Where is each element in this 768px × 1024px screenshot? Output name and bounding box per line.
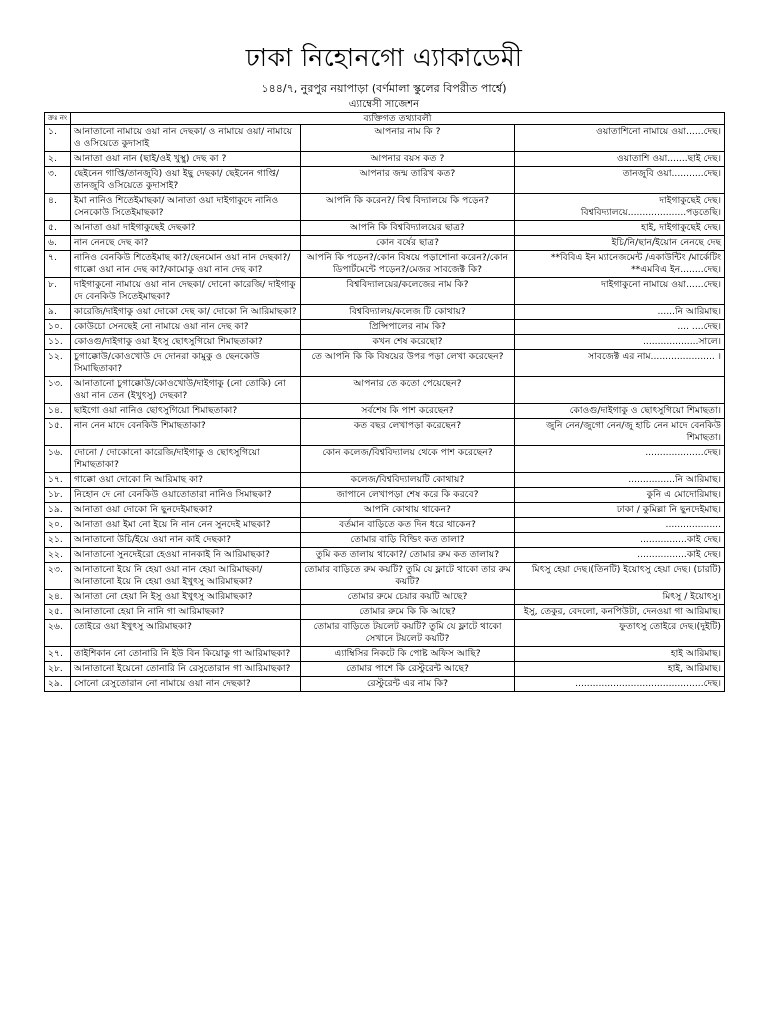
bangla-question-cell: কত বছর লেখাপড়া করেছেন? [301, 419, 515, 446]
serial-number-cell: ২৩. [45, 563, 71, 590]
table-row [45, 251, 725, 278]
bangla-question-cell: তোমার বাড়ি বিল্ডিং কত তালা? [301, 533, 515, 548]
personal-info-table [44, 112, 725, 692]
answer-cell: জুনি নেন/জুগো নেন/জু হাচি নেন মাদে বেনকিউ শিমাছতা। [515, 419, 725, 446]
answer-cell: ফুতাৎসু তোইরে দেছ।(দুইটি) [515, 620, 725, 647]
table-row [45, 548, 725, 563]
japanese-question-cell: নান নেন মাদে বেনকিউ শিমাছতাকা? [71, 419, 301, 446]
japanese-question-cell: আনাতানো চুগাক্কোউ/কোওখোউ/দাইগাকু (নো তোকি) নো ওয়া নান তেন (ইখুৎসু) দেছকা? [71, 377, 301, 404]
serial-number-cell: ১৬. [45, 446, 71, 473]
serial-number-cell: ২২. [45, 548, 71, 563]
bangla-question-cell: বিশ্ববিদ্যালয়/কলেজ টি কোথায়? [301, 305, 515, 320]
answer-cell: ...................সালে। [515, 335, 725, 350]
bangla-question-cell: আপনি কি পড়েন?/কোন বিষয়ে পড়াশোনা করেন?/কোন ডিপার্টমেন্টে পড়েন?/মেজর সাবজেক্ট কি? [301, 251, 515, 278]
bangla-question-cell: বর্তমান বাড়িতে কত দিন ধরে থাকেন? [301, 518, 515, 533]
japanese-question-cell: নিহোন দে নো বেনকিউ ওয়াতোতারা নানিও সিমাছকা? [71, 488, 301, 503]
bangla-question-cell: আপনার নাম কি ? [301, 125, 515, 152]
answer-cell: হাই, দাইগাকুছেই দেছ। [515, 221, 725, 236]
japanese-question-cell: দোনো / দোকোনো কারেজি/দাইগাকু ও ছোৎসুগিয়ো শিমাছতাকা? [71, 446, 301, 473]
bangla-question-cell: আপনার তে কতো পেয়েছেন? [301, 377, 515, 404]
serial-number-cell: ১৩. [45, 377, 71, 404]
japanese-question-cell: আনাতা ওয়া ইমা নো ইয়ে নি নান নেন সুনদেই মাছকা? [71, 518, 301, 533]
answer-cell: কোওগু/দাইগাকু ও ছোৎসুগিয়ো শিমাছতা। [515, 404, 725, 419]
serial-number-cell: ১৪. [45, 404, 71, 419]
answer-cell: .... ....দেছ। [515, 320, 725, 335]
table-row [45, 419, 725, 446]
japanese-question-cell: তোইরে ওয়া ইখুৎসু আরিমাছকা? [71, 620, 301, 647]
bangla-question-cell: তোমার বাড়িতে টয়লেট কয়টি? তুমি যে ফ্লাটে থাকো সেখানে টয়লেট কয়টি? [301, 620, 515, 647]
japanese-question-cell: গাক্কো ওয়া দোকো নি আরিমাছ কা? [71, 473, 301, 488]
japanese-question-cell: আনাতানো উচি/ইয়ে ওয়া নান কাই দেছকা? [71, 533, 301, 548]
serial-number-cell: ২০. [45, 518, 71, 533]
serial-number-cell: ২৪. [45, 590, 71, 605]
answer-cell: **বিবিএ ইন ম্যানেজমেন্ট /একাউন্টিং /মার্কেটিং **এমবিএ ইন........দেছ। [515, 251, 725, 278]
table-body [45, 125, 725, 692]
answer-cell: ইচি/নি/ছান/ইয়োন নেনছে দেছ [515, 236, 725, 251]
serial-number-cell: ২. [45, 152, 71, 167]
table-row [45, 194, 725, 221]
serial-number-cell: ২৬. [45, 620, 71, 647]
japanese-question-cell: আনাতা ওয়া নান (ছাই/ওই খুস্থু) দেছ কা ? [71, 152, 301, 167]
japanese-question-cell: কারেজি/দাইগাকু ওয়া দোকো দেছ কা/ দোকো নি আরিমাছকা? [71, 305, 301, 320]
table-row [45, 335, 725, 350]
personal-info-header: ব্যক্তিগত তথ্যাবলী [71, 113, 725, 125]
japanese-question-cell: নান নেনছে দেছ কা? [71, 236, 301, 251]
bangla-question-cell: কোন কলেজ/বিশ্ববিদ্যালয় থেকে পাশ করেছেন? [301, 446, 515, 473]
answer-cell [515, 377, 725, 404]
answer-cell: ................... [515, 518, 725, 533]
japanese-question-cell: ছাইগো ওয়া নানিও ছোৎসুগিয়ো শিমাছতাকা? [71, 404, 301, 419]
bangla-question-cell: কলেজ/বিশ্ববিদ্যালয়টি কোথায়? [301, 473, 515, 488]
answer-cell: কুনি এ মোদোরিমাছ। [515, 488, 725, 503]
serial-number-cell: ২১. [45, 533, 71, 548]
answer-cell: ................নি আরিমাছ। [515, 473, 725, 488]
bangla-question-cell: সর্বশেষ কি পাশ করেছেন? [301, 404, 515, 419]
answer-cell: ওয়াতাশিনো নামায়ে ওয়া......দেছ। [515, 125, 725, 152]
answer-cell: ঢাকা / কুমিল্লা নি ছুনদেইমাছ। [515, 503, 725, 518]
answer-cell: ....................দেছ। [515, 446, 725, 473]
serial-number-cell: ৬. [45, 236, 71, 251]
japanese-question-cell: আনাতা ওয়া দোকো নি ছুনদেইমাছকা? [71, 503, 301, 518]
table-row [45, 590, 725, 605]
table-row [45, 503, 725, 518]
japanese-question-cell: আনাতা ওয়া দাইগাকুছেই দেছকা? [71, 221, 301, 236]
serial-number-cell: ২৭. [45, 647, 71, 662]
bangla-question-cell: আপনি কি করেন?/ বিশ্ব বিদ্যালয়ে কি পড়েন? [301, 194, 515, 221]
answer-cell: ......নি আরিমাছ। [515, 305, 725, 320]
serial-number-cell: ৩. [45, 167, 71, 194]
answer-cell: সাবজেক্ট এর নাম...................... । [515, 350, 725, 377]
table-row [45, 278, 725, 305]
serial-number-cell: ১৮. [45, 488, 71, 503]
table-row [45, 518, 725, 533]
table-row [45, 125, 725, 152]
page-title: ঢাকা নিহোনগো এ্যাকাডেমী [245, 43, 523, 72]
japanese-question-cell: আনাতানো নামায়ে ওয়া নান দেছকা/ ও নামায়ে ওয়া/ নামায়ে ও ওসিয়েতে কুদাসাই [71, 125, 301, 152]
bangla-question-cell: আপনি কি বিশ্ববিদ্যালয়ের ছাত্র? [301, 221, 515, 236]
japanese-question-cell: কোওগু/দাইগাকু ওয়া ইৎসু ছোৎসুগিয়ো শিমাছতাকা? [71, 335, 301, 350]
bangla-question-cell: তোমার রুমে চেয়ার কয়টি আছে? [301, 590, 515, 605]
table-row [45, 563, 725, 590]
address-line: ১৪৪/৭, নুরপুর নয়াপাড়া (বর্ণমালা স্কুলের বিপরীত পার্শ্বে) [261, 82, 507, 95]
japanese-question-cell: চুগাক্কোউ/কোওখোউ দে দোনরা কামুকু ও ছেনকোউ সিমাছিতাকা? [71, 350, 301, 377]
bangla-question-cell: বিশ্ববিদ্যালয়ের/কলেজের নাম কি? [301, 278, 515, 305]
bangla-question-cell: জাপানে লেখাপড়া শেষ করে কি করবে? [301, 488, 515, 503]
japanese-question-cell: আনাতা নো হেয়া নি ইসু ওয়া ইখুৎসু আরিমাছকা? [71, 590, 301, 605]
answer-cell: দাইগাকুছেই দেছ। বিশ্ববিদ্যালয়ে....................পড়তেছি। [515, 194, 725, 221]
table-header-row [45, 113, 725, 125]
japanese-question-cell: আনাতানো সুনদেইরো হেওয়া নানকাই নি আরিমাছকা? [71, 548, 301, 563]
table-row [45, 605, 725, 620]
table-row [45, 167, 725, 194]
answer-cell: তানজুবি ওয়া...........দেছ। [515, 167, 725, 194]
table-row [45, 647, 725, 662]
serial-number-cell: ১০. [45, 320, 71, 335]
table-row [45, 350, 725, 377]
serial-number-cell: ৪. [45, 194, 71, 221]
japanese-question-cell: আনাতানো হেয়া নি নানি গা আরিমাছকা? [71, 605, 301, 620]
japanese-question-cell: নানিও বেনকিউ শিতেইমাছ কা?/ছেনমোন ওয়া নান দেছকা?/গাক্কো ওয়া নান দেছ কা?/কামোকু ওয়া নান দেছ কা? [71, 251, 301, 278]
serial-number-cell: ৯. [45, 305, 71, 320]
bangla-question-cell: কখন শেষ করেছো? [301, 335, 515, 350]
table-row [45, 533, 725, 548]
bangla-question-cell: কোন বর্ষের ছাত্র? [301, 236, 515, 251]
bangla-question-cell: আপনি কোথায় থাকেন? [301, 503, 515, 518]
table-row [45, 152, 725, 167]
serial-number-cell: ১৯. [45, 503, 71, 518]
serial-number-cell: ৮. [45, 278, 71, 305]
serial-number-cell: ১. [45, 125, 71, 152]
japanese-question-cell: তাইশিকান নো তোনারি নি ইউ বিন কিয়োকু গা আরিমাছকা? [71, 647, 301, 662]
serial-number-cell: ১৭. [45, 473, 71, 488]
answer-cell: .................কাই দেছ। [515, 548, 725, 563]
japanese-question-cell: সোনো রেসুতোরান নো নামায়ে ওয়া নান দেছকা? [71, 677, 301, 692]
japanese-question-cell: ছেইনেন গাপ্তি/তানজুবি) ওয়া ইছু দেছকা/ ছেইনেন গাপ্তি/তানজুবি ওসিয়েতে কুদাসাই? [71, 167, 301, 194]
table-row [45, 677, 725, 692]
bangla-question-cell: তুমি কত তালায় থাকো?/ তোমার রুম কত তালায়? [301, 548, 515, 563]
answer-cell: ইসু, তেকুর, বেদলো, কনপিউটা, দেনওয়া গা আরিমাছ। [515, 605, 725, 620]
table-row [45, 662, 725, 677]
table-row [45, 404, 725, 419]
answer-cell: হাই, আরিমাছ। [515, 662, 725, 677]
bangla-question-cell: তে আপনি কি কি বিষয়ের উপর পড়া লেখা করেছেন? [301, 350, 515, 377]
page-subtitle: এ্যাম্বেসী সাজেশন [348, 99, 420, 110]
serial-number-cell: ২৮. [45, 662, 71, 677]
bangla-question-cell: প্রিন্সিপালের নাম কি? [301, 320, 515, 335]
bangla-question-cell: তোমার বাড়িতে রুম কয়টি? তুমি যে ফ্লাটে থাকো তার রুম কয়টি? [301, 563, 515, 590]
bangla-question-cell: তোমার রুমে কি কি আছে? [301, 605, 515, 620]
table-row [45, 620, 725, 647]
answer-cell: ............................................দেছ। [515, 677, 725, 692]
answer-cell: দাইগাকুনো নামায়ে ওয়া......দেছ। [515, 278, 725, 305]
serial-number-cell: ১২. [45, 350, 71, 377]
serial-number-cell: ২৯. [45, 677, 71, 692]
table-row [45, 377, 725, 404]
table-row [45, 320, 725, 335]
table-row [45, 236, 725, 251]
bangla-question-cell: রেস্টুরেন্ট এর নাম কি? [301, 677, 515, 692]
table-row [45, 473, 725, 488]
serial-number-cell: ৭. [45, 251, 71, 278]
answer-cell: ................কাই দেছ। [515, 533, 725, 548]
answer-cell: হাই আরিমাছ। [515, 647, 725, 662]
answer-cell: মিৎসু হেয়া দেছ।(তিনটি) ইয়োৎসু হেয়া দেছ। (চারটি) [515, 563, 725, 590]
table-row [45, 305, 725, 320]
answer-cell: ওয়াতাশি ওয়া.......ছাই দেছ। [515, 152, 725, 167]
japanese-question-cell: আনাতানো ইয়েনো তোনারি নি রেসুতোরান গা আরিমাছকা? [71, 662, 301, 677]
table-row [45, 488, 725, 503]
japanese-question-cell: কোউচো সেনছেই নো নামায়ে ওয়া নান দেছ কা? [71, 320, 301, 335]
bangla-question-cell: আপনার জন্ম তারিখ কত? [301, 167, 515, 194]
table-row [45, 446, 725, 473]
serial-number-cell: ৫. [45, 221, 71, 236]
bangla-question-cell: তোমার পাশে কি রেস্টুরেন্ট আছে? [301, 662, 515, 677]
answer-cell: মিৎসু / ইয়োৎসু। [515, 590, 725, 605]
serial-number-cell: ২৫. [45, 605, 71, 620]
serial-number-cell: ১৫. [45, 419, 71, 446]
japanese-question-cell: দাইগাকুনো নামায়ে ওয়া নান দেছকা/ দোনো কারেজি/ দাইগাকু দে বেনকিউ সিতেইমাছকা? [71, 278, 301, 305]
table-row [45, 221, 725, 236]
bangla-question-cell: এ্যাম্বিসির নিকটে কি পোষ্ট অফিস আছি? [301, 647, 515, 662]
serial-number-cell: ১১. [45, 335, 71, 350]
japanese-question-cell: ইমা নানিও শিতেইমাছকা/ আনাতা ওয়া দাইগাকুদে নানিও সেনকোউ সিতেইমাছকা? [71, 194, 301, 221]
bangla-question-cell: আপনার বয়স কত ? [301, 152, 515, 167]
serial-number-header: ক্রঃ নং [45, 113, 71, 125]
japanese-question-cell: আনাতানো ইয়ে নি হেয়া ওয়া নান হেয়া আরিমাছকা/ আনাতানো ইয়ে নি হেয়া ওয়া ইখুৎসু আরিমাছকা? [71, 563, 301, 590]
